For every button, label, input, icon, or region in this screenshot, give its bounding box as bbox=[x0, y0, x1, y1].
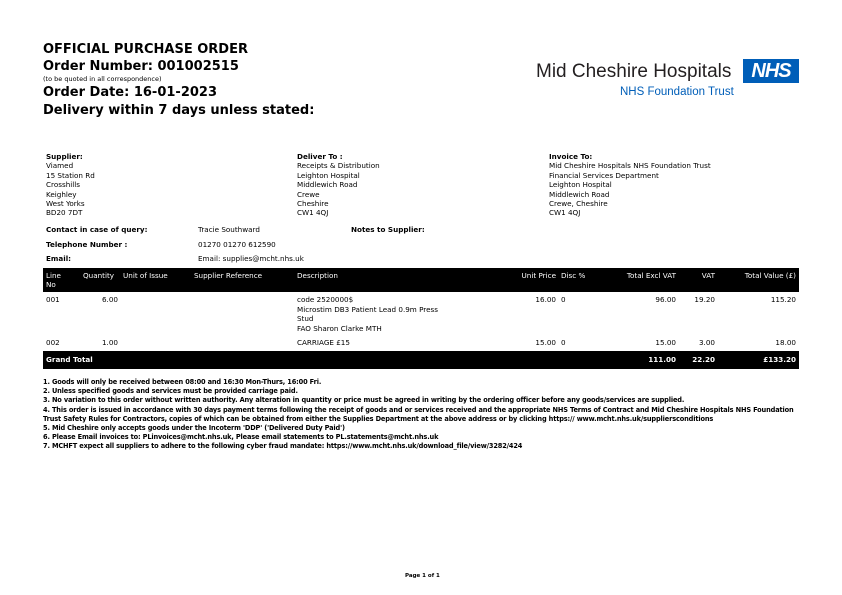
contact-query-label: Contact in case of query: bbox=[46, 225, 148, 234]
note-item: 3. No variation to this order without written authority. Any alteration in quantity or price must be agreed in writing by the ordering officer before any goods/services are supplied. bbox=[43, 396, 685, 405]
supplier-title: Supplier: bbox=[46, 152, 83, 161]
row-total-excl-vat: 96.00 bbox=[655, 295, 676, 304]
nhs-badge: NHS bbox=[743, 59, 799, 83]
row-total-excl-vat: 15.00 bbox=[655, 338, 676, 347]
col-line bbox=[46, 271, 61, 289]
note-item: 1. Goods will only be received between 08:00 and 16:30 Mon-Thurs, 16:00 Fri. bbox=[43, 378, 322, 386]
col-description: Description bbox=[297, 271, 338, 280]
row-disc: 0 bbox=[561, 295, 566, 304]
address-line: Crewe, Cheshire bbox=[549, 199, 608, 209]
address-line: CW1 4QJ bbox=[297, 208, 329, 218]
logo-org-name: Mid Cheshire Hospitals bbox=[536, 61, 732, 82]
address-line: Receipts & Distribution bbox=[297, 161, 380, 171]
row-description bbox=[297, 295, 497, 333]
invoice-to-title: Invoice To: bbox=[549, 152, 593, 161]
col-vat: VAT bbox=[701, 271, 715, 280]
row-total-value: 115.20 bbox=[770, 295, 796, 304]
col-unit-of-issue: Unit of Issue bbox=[123, 271, 168, 280]
row-unit-price: 15.00 bbox=[535, 338, 556, 347]
col-quantity: Quantity bbox=[83, 271, 115, 280]
description-line: Stud bbox=[297, 314, 314, 324]
address-line: Leighton Hospital bbox=[549, 180, 612, 190]
grand-total-label: Grand Total bbox=[46, 355, 93, 364]
logo-trust: NHS Foundation Trust bbox=[620, 86, 734, 98]
invoice-to-address bbox=[549, 152, 801, 218]
row-line: 002 bbox=[46, 338, 60, 347]
address-line: West Yorks bbox=[46, 199, 85, 209]
description-line: code 2520000$ bbox=[297, 295, 354, 304]
note-item: 7. MCHFT expect all suppliers to adhere to the following cyber fraud mandate: https://www.mcht.nhs.uk/download_file/view/3282/424 bbox=[43, 442, 523, 451]
terms-notes bbox=[43, 378, 803, 452]
address-line: CW1 4QJ bbox=[549, 208, 581, 218]
order-number: Order Number: 001002515 bbox=[43, 59, 239, 74]
address-line: Keighley bbox=[46, 189, 77, 199]
order-table-header bbox=[43, 268, 799, 292]
row-vat: 19.20 bbox=[694, 295, 715, 304]
note-item: 5. Mid Cheshire only accepts goods under the Incoterm 'DDP' ('Delivered Duty Paid') bbox=[43, 424, 345, 433]
address-line: Financial Services Department bbox=[549, 170, 659, 180]
address-line: Middlewich Road bbox=[297, 180, 358, 190]
address-line: BD20 7DT bbox=[46, 208, 83, 218]
description-line: FAO Sharon Clarke MTH bbox=[297, 323, 382, 333]
note-item: 6. Please Email invoices to: PLinvoices@mcht.nhs.uk, Please email statements to PL.statements@mcht.nhs.uk bbox=[43, 433, 439, 442]
page-number: Page 1 of 1 bbox=[405, 573, 440, 579]
grand-total-row bbox=[43, 351, 799, 369]
description-line: CARRIAGE £15 bbox=[297, 338, 350, 347]
quote-note: (to be quoted in all correspondence) bbox=[43, 75, 162, 83]
order-date: Order Date: 16-01-2023 bbox=[43, 85, 217, 100]
row-vat: 3.00 bbox=[698, 338, 715, 347]
row-unit-price: 16.00 bbox=[535, 295, 556, 304]
contact-query-value: Tracie Southward bbox=[198, 225, 260, 234]
col-line-label-2: No bbox=[46, 280, 56, 289]
email-value: Email: supplies@mcht.nhs.uk bbox=[198, 254, 304, 263]
row-qty: 1.00 bbox=[101, 338, 118, 347]
col-line-label: Line bbox=[46, 271, 61, 280]
deliver-to-title: Deliver To : bbox=[297, 152, 343, 161]
delivery-note: Delivery within 7 days unless stated: bbox=[43, 103, 315, 118]
note-item: 2. Unless specified goods and services must be provided carriage paid. bbox=[43, 387, 298, 396]
row-line: 001 bbox=[46, 295, 60, 304]
note-item: 4. This order is issued in accordance with 30 days payment terms following the receipt of goods and or services received and the appropriate NHS Terms of Contract and Mid Cheshire Hospitals NHS Foundation Trust Safety Rules for Contractors, copies of which can be obtained from either the Supplies Department at the above address or by clicking https:// www.mcht.nhs.uk/suppliersconditions bbox=[43, 405, 794, 423]
col-disc: Disc % bbox=[561, 271, 586, 280]
telephone-value: 01270 01270 612590 bbox=[198, 240, 276, 249]
deliver-to-address bbox=[297, 152, 527, 218]
email-label: Email: bbox=[46, 254, 72, 263]
notes-to-supplier-label: Notes to Supplier: bbox=[351, 225, 425, 234]
col-total-excl-vat: Total Excl VAT bbox=[626, 271, 676, 280]
row-description bbox=[297, 338, 497, 348]
address-line: Crosshills bbox=[46, 180, 80, 190]
row-total-value: 18.00 bbox=[775, 338, 796, 347]
address-line: Leighton Hospital bbox=[297, 170, 360, 180]
grand-total-vat: 22.20 bbox=[692, 355, 715, 364]
nhs-trust-logo bbox=[536, 58, 800, 102]
supplier-address bbox=[46, 152, 276, 218]
po-title: OFFICIAL PURCHASE ORDER bbox=[43, 42, 248, 57]
col-supplier-reference: Supplier Reference bbox=[194, 271, 263, 280]
row-disc: 0 bbox=[561, 338, 566, 347]
telephone-label: Telephone Number : bbox=[46, 240, 128, 249]
address-line: Cheshire bbox=[297, 199, 329, 209]
description-line: Microstim DB3 Patient Lead 0.9m Press bbox=[297, 304, 439, 314]
address-line: Middlewich Road bbox=[549, 189, 610, 199]
col-unit-price: Unit Price bbox=[521, 271, 556, 280]
grand-total-value: £133.20 bbox=[763, 355, 796, 364]
address-line: Crewe bbox=[297, 189, 320, 199]
col-total-value: Total Value (£) bbox=[744, 271, 796, 280]
address-line: Mid Cheshire Hospitals NHS Foundation Trust bbox=[549, 161, 711, 171]
grand-total-excl-vat: 111.00 bbox=[648, 355, 676, 364]
address-line: 15 Station Rd bbox=[46, 170, 95, 180]
address-line: Viamed bbox=[46, 161, 74, 171]
row-qty: 6.00 bbox=[101, 295, 118, 304]
